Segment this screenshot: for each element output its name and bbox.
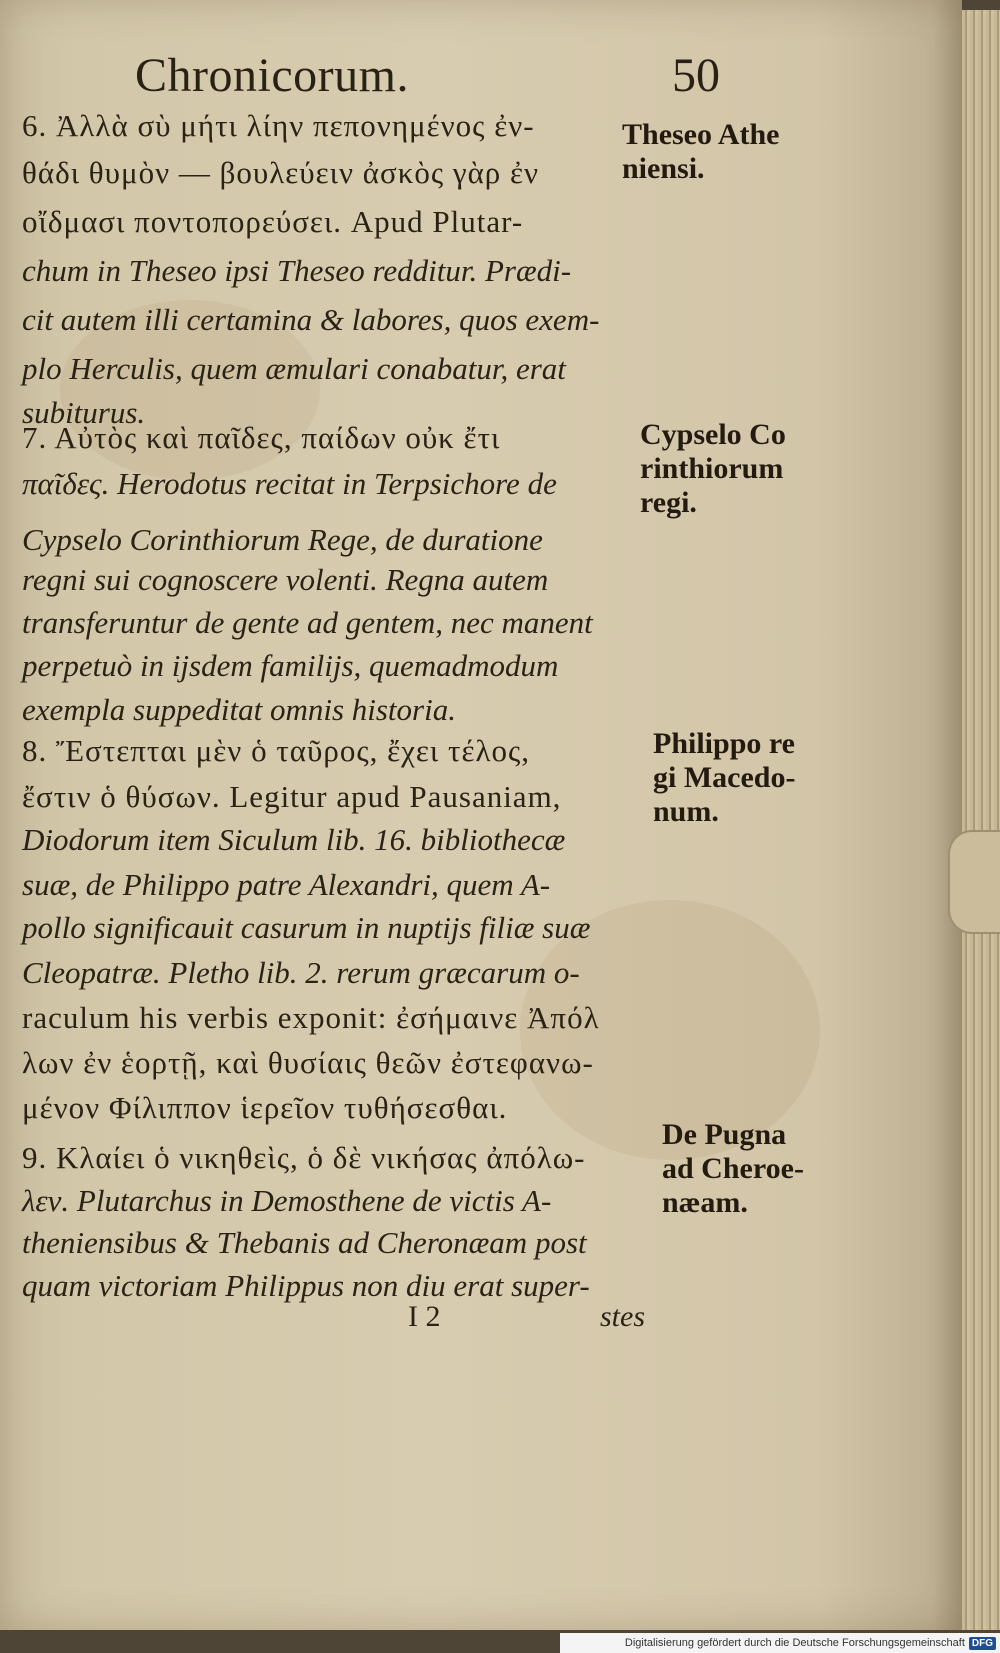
margin-note: De Pugna ad Cheroe- næam.: [662, 1118, 804, 1219]
signature-mark: I 2: [408, 1300, 441, 1333]
text-line: παῖδες. Herodotus recitat in Terpsichore de: [22, 466, 557, 501]
text-line: cit autem illi certamina & labores, quos exem-: [22, 302, 600, 337]
text-line: raculum his verbis exponit: ἐσήμαινε Ἀπόλ: [22, 1000, 600, 1035]
footer-credit: Digitalisierung gefördert durch die Deutsche Forschungsgemeinschaft: [624, 1637, 965, 1649]
catchword: stes: [600, 1300, 645, 1333]
book-clasp: [948, 830, 1000, 934]
text-line: 6. Ἀλλὰ σὺ μήτι λίην πεπονημένος ἐν-: [22, 108, 535, 143]
text-line: 8. Ἔστεπται μὲν ὁ ταῦρος, ἔχει τέλος,: [22, 733, 531, 768]
margin-note: Cypselo Co rinthiorum regi.: [640, 418, 786, 519]
text-line: λεν. Plutarchus in Demosthene de victis A-: [22, 1183, 552, 1218]
margin-note: Philippo re gi Macedo- num.: [653, 727, 796, 828]
text-line: 7. Αὐτὸς καὶ παῖδες, παίδων οὐκ ἔτι: [22, 420, 501, 455]
text-line: 9. Κλαίει ὁ νικηθεὶς, ὁ δὲ νικήσας ἀπόλω-: [22, 1140, 586, 1175]
text-line: Diodorum item Siculum lib. 16. bibliothecæ: [22, 822, 566, 857]
text-line: quam victoriam Philippus non diu erat super-: [22, 1268, 590, 1303]
text-line: exempla suppeditat omnis historia.: [22, 692, 456, 727]
page-block-edge: [962, 10, 1000, 1630]
text-line: plo Herculis, quem æmulari conabatur, erat: [22, 351, 566, 386]
text-line: ἔστιν ὁ θύσων. Legitur apud Pausaniam,: [22, 779, 562, 814]
text-line: θάδι θυμὸν — βουλεύειν ἀσκὸς γὰρ ἐν: [22, 155, 540, 190]
dfg-logo-icon: DFG: [969, 1637, 996, 1650]
text-line: subiturus.: [22, 395, 146, 430]
text-line: transferuntur de gente ad gentem, nec manent: [22, 605, 593, 640]
text-line: Cleopatræ. Pletho lib. 2. rerum græcarum o-: [22, 955, 580, 990]
text-line: chum in Theseo ipsi Theseo redditur. Prædi-: [22, 253, 572, 288]
text-line: theniensibus & Thebanis ad Cheronæam post: [22, 1225, 587, 1260]
text-line: οἴδμασι ποντοπορεύσει. Apud Plutar-: [22, 204, 524, 239]
text-line: Cypselo Corinthiorum Rege, de duratione: [22, 522, 543, 557]
text-line: suæ, de Philippo patre Alexandri, quem A-: [22, 867, 551, 902]
text-line: μένον Φίλιππον ἱερεῖον τυθήσεσθαι.: [22, 1090, 508, 1125]
running-header: Chronicorum.: [135, 49, 409, 102]
text-line: regni sui cognoscere volenti. Regna autem: [22, 562, 549, 597]
folio-number: 50: [672, 49, 720, 102]
text-line: perpetuò in ijsdem familijs, quemadmodum: [22, 648, 559, 683]
text-line: λων ἐν ἑορτῇ, καὶ θυσίαις θεῶν ἐστεφανω-: [22, 1045, 594, 1080]
digitization-footer: [560, 1633, 1000, 1653]
text-line: pollo significauit casurum in nuptijs filiæ suæ: [22, 910, 591, 945]
margin-note: Theseo Athe niensi.: [622, 118, 780, 185]
